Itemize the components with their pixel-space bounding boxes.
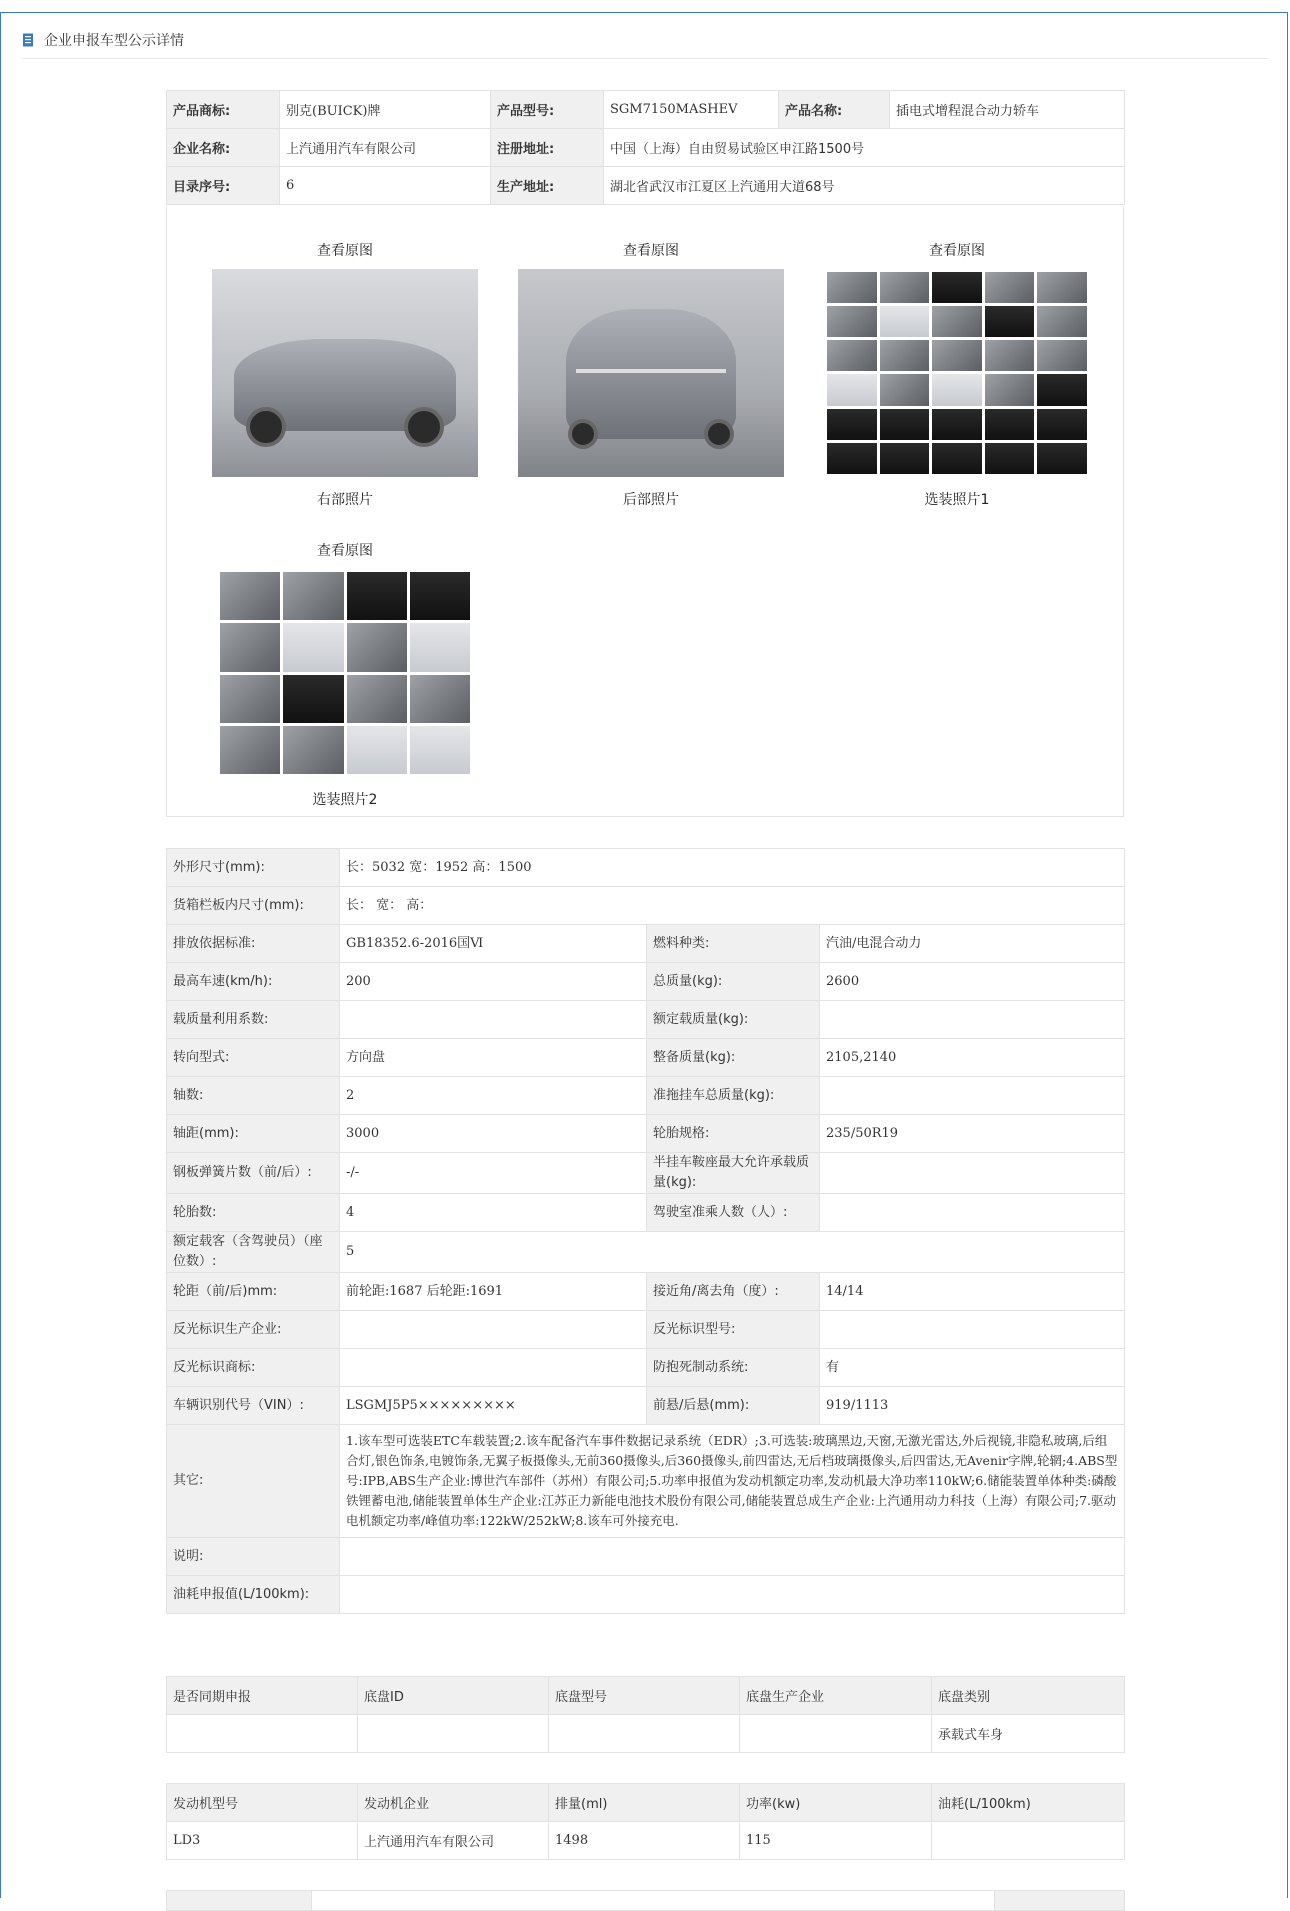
engine-header-row [167,1784,1125,1822]
engine-header-cell: 排量(ml) [549,1784,740,1822]
spec-label: 外形尺寸(mm): [167,849,340,887]
chassis-header-cell: 底盘生产企业 [740,1677,932,1715]
spec-label: 前悬/后悬(mm): [647,1387,820,1425]
chassis-header-cell: 底盘类别 [932,1677,1125,1715]
spec-value [340,1001,647,1039]
view-original-link[interactable]: 查看原图 [317,543,373,559]
rear-photo-image[interactable] [518,269,784,477]
spec-value: 前轮距:1687 后轮距:1691 [340,1273,647,1311]
basic-info-table [166,90,1125,205]
spec-label: 最高车速(km/h): [167,963,340,1001]
chassis-cell [740,1715,932,1753]
spec-value: 方向盘 [340,1039,647,1077]
photo-gallery [166,207,1124,817]
spec-label: 整备质量(kg): [647,1039,820,1077]
spec-value: 2105,2140 [820,1039,1125,1077]
chassis-header-cell: 底盘型号 [549,1677,740,1715]
engine-header-cell: 发动机企业 [358,1784,549,1822]
table-row [167,167,1125,205]
spec-value: GB18352.6-2016国Ⅵ [340,925,647,963]
brand-value: 别克(BUICK)牌 [280,91,491,129]
company-value: 上汽通用汽车有限公司 [280,129,491,167]
spec-label: 防抱死制动系统: [647,1349,820,1387]
spec-label: 车辆识别代号（VIN）: [167,1387,340,1425]
chassis-cell: 承载式车身 [932,1715,1125,1753]
table-row [167,1822,1125,1860]
company-label: 企业名称: [167,129,280,167]
catalog-no-value: 6 [280,167,491,205]
spec-label: 反光标识生产企业: [167,1311,340,1349]
photo-caption: 后部照片 [623,492,679,508]
spec-label: 轴数: [167,1077,340,1115]
spec-value: 4 [340,1194,647,1232]
spec-row [167,1039,1125,1077]
spec-row [167,1153,1125,1194]
spec-label: 轮距（前/后)mm: [167,1273,340,1311]
spec-table [166,848,1125,1614]
spec-value [820,1194,1125,1232]
engine-header-cell: 发动机型号 [167,1784,358,1822]
photo-right [212,241,478,509]
reg-address-value: 中国（上海）自由贸易试验区申江路1500号 [604,129,1125,167]
photo-caption: 选装照片2 [312,792,378,808]
engine-header-cell: 功率(kw) [740,1784,932,1822]
product-name-value: 插电式增程混合动力轿车 [890,91,1125,129]
spec-value: 1.该车型可选装ETC车载装置;2.该车配备汽车事件数据记录系统（EDR）;3.可选装:玻璃黑边,天窗,无激光雷达,外后视镜,非隐私玻璃,后组合灯,银色饰条,电镀饰条,无翼子板摄像头,无前360摄像头,后360摄像头,前四雷达,无后档玻璃摄像头,后四雷达,无Avenir字牌,轮辋;4.ABS型号:IPB,ABS生产企业:博世汽车部件（苏州）有限公司;5.功率申报值为发动机额定功率,发动机最大净功率110kW;6.储能装置单体种类:磷酸铁锂蓄电池,储能装置单体生产企业:江苏正力新能电池技术股份有限公司,储能装置总成生产企业:上汽通用动力科技（上海）有限公司;7.驱动电机额定功率/峰值功率:122kW/252kW;8.该车可外接充电. [340,1425,1125,1538]
spec-label: 接近角/离去角（度）: [647,1273,820,1311]
spec-value [820,1001,1125,1039]
spec-row [167,1115,1125,1153]
spec-label: 货箱栏板内尺寸(mm): [167,887,340,925]
spec-value: 3000 [340,1115,647,1153]
engine-cell: 上汽通用汽车有限公司 [358,1822,549,1860]
spec-value: LSGMJ5P5××××××××× [340,1387,647,1425]
model-label: 产品型号: [491,91,604,129]
spec-value: 长： 宽： 高： [340,887,1125,925]
spec-label: 钢板弹簧片数（前/后）: [167,1153,340,1194]
spec-row [167,925,1125,963]
spec-value: 有 [820,1349,1125,1387]
view-original-link[interactable]: 查看原图 [623,243,679,259]
spec-label: 额定载质量(kg): [647,1001,820,1039]
engine-header-cell: 油耗(L/100km) [932,1784,1125,1822]
spec-row [167,1273,1125,1311]
option2-photo-image[interactable] [217,569,473,777]
spec-label: 反光标识型号: [647,1311,820,1349]
engine-cell: 115 [740,1822,932,1860]
spec-label: 准拖挂车总质量(kg): [647,1077,820,1115]
spec-value: 235/50R19 [820,1115,1125,1153]
table-row [167,1891,1125,1911]
chassis-cell [167,1715,358,1753]
chassis-header-cell: 是否同期申报 [167,1677,358,1715]
spec-value [820,1077,1125,1115]
photo-option-1 [824,241,1090,509]
engine-table [166,1783,1125,1860]
spec-row [167,963,1125,1001]
spec-label: 反光标识商标: [167,1349,340,1387]
next-section-table [166,1890,1125,1911]
spec-row [167,1576,1125,1614]
spec-row [167,1538,1125,1576]
spec-row [167,1387,1125,1425]
chassis-table [166,1676,1125,1753]
spec-label: 转向型式: [167,1039,340,1077]
spec-label: 轮胎数: [167,1194,340,1232]
spec-value [340,1349,647,1387]
spec-label: 说明: [167,1538,340,1576]
spec-value: 汽油/电混合动力 [820,925,1125,963]
spec-label: 总质量(kg): [647,963,820,1001]
brand-label: 产品商标: [167,91,280,129]
spec-value: 919/1113 [820,1387,1125,1425]
spec-label: 燃料种类: [647,925,820,963]
spec-value: 200 [340,963,647,1001]
spec-row [167,1194,1125,1232]
spec-value [340,1311,647,1349]
spec-label: 半挂车鞍座最大允许承载质量(kg): [647,1153,820,1194]
product-name-label: 产品名称: [779,91,890,129]
table-row [167,91,1125,129]
page-title: 企业申报车型公示详情 [44,33,184,49]
header-divider [22,58,1268,59]
chassis-cell [549,1715,740,1753]
view-original-link[interactable]: 查看原图 [929,243,985,259]
engine-cell: 1498 [549,1822,740,1860]
photo-rear [518,241,784,509]
chassis-cell [358,1715,549,1753]
table-row [167,1715,1125,1753]
spec-label: 额定载客（含驾驶员）（座位数）: [167,1232,340,1273]
spec-label: 排放依据标准: [167,925,340,963]
spec-value [820,1311,1125,1349]
spec-label: 载质量利用系数: [167,1001,340,1039]
spec-label: 轴距(mm): [167,1115,340,1153]
spec-label: 其它: [167,1425,340,1538]
spec-label: 轮胎规格: [647,1115,820,1153]
spec-label: 油耗申报值(L/100km): [167,1576,340,1614]
right-photo-image[interactable] [212,269,478,477]
prod-address-label: 生产地址: [491,167,604,205]
photo-option-2 [212,541,478,809]
spec-value: -/- [340,1153,647,1194]
catalog-no-label: 目录序号: [167,167,280,205]
spec-row [167,1077,1125,1115]
spec-row [167,1349,1125,1387]
spec-row [167,849,1125,887]
spec-row [167,1232,1125,1273]
spec-value [340,1576,1125,1614]
photo-caption: 右部照片 [317,492,373,508]
engine-cell: LD3 [167,1822,358,1860]
spec-value [820,1153,1125,1194]
spec-row [167,887,1125,925]
spec-value: 5 [340,1232,1125,1273]
option1-photo-image[interactable] [824,269,1090,477]
page-header [22,28,184,52]
model-value: SGM7150MASHEV [604,91,779,129]
chassis-header-row [167,1677,1125,1715]
spec-label: 驾驶室准乘人数（人）: [647,1194,820,1232]
spec-value [340,1538,1125,1576]
engine-cell [932,1822,1125,1860]
spec-value: 2 [340,1077,647,1115]
chassis-header-cell: 底盘ID [358,1677,549,1715]
table-row [167,129,1125,167]
spec-row [167,1425,1125,1538]
reg-address-label: 注册地址: [491,129,604,167]
photo-caption: 选装照片1 [924,492,990,508]
spec-row [167,1311,1125,1349]
document-icon [22,33,34,47]
spec-value: 14/14 [820,1273,1125,1311]
spec-value: 长：5032 宽：1952 高：1500 [340,849,1125,887]
spec-value: 2600 [820,963,1125,1001]
prod-address-value: 湖北省武汉市江夏区上汽通用大道68号 [604,167,1125,205]
spec-row [167,1001,1125,1039]
view-original-link[interactable]: 查看原图 [317,243,373,259]
